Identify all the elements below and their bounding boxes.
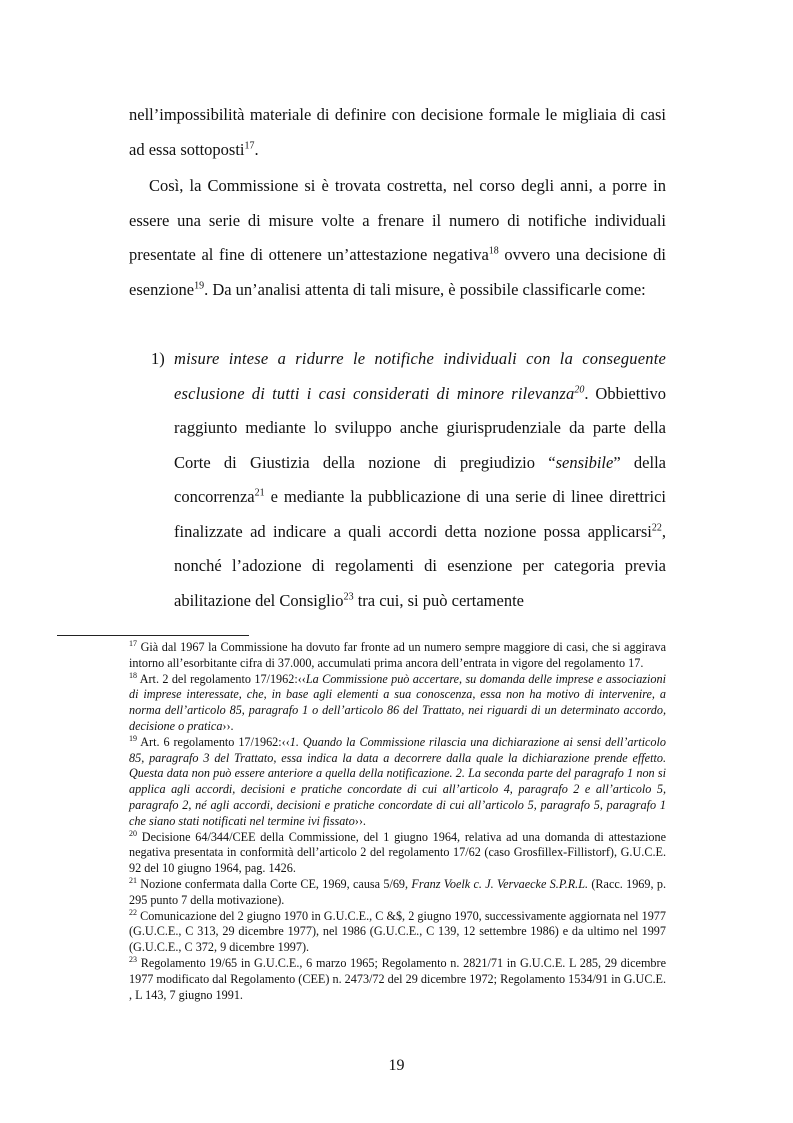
footnote-19 xyxy=(129,735,666,830)
footnote-number: 17 xyxy=(129,638,137,648)
list-text-5: tra cui, si può certamente xyxy=(353,590,524,610)
footnote-separator xyxy=(57,635,249,636)
p2-text-b: ovvero una decisione di esenzione xyxy=(129,245,666,299)
footnote-18 xyxy=(129,672,666,735)
footnote-text: Comunicazione del 2 giugno 1970 in G.U.C.E., C &$, 2 giugno 1970, successivamente aggiornata nel 1977 (G.U.C.E., C 313, 29 dicembre 1977), nel 1986 (G.U.C.E., C 139, 12 settembre 1986) e da ultimo nel 1997 (G.U.C.E., C 372, 9 dicembre 1997). xyxy=(129,908,666,955)
footnote-text: Già dal 1967 la Commissione ha dovuto far fronte ad un numero sempre maggiore di casi, che si aggirava intorno all’esorbitante cifra di 37.000, accumulati prima ancora dell’entrata in vigore del regolamento 17. xyxy=(129,640,666,670)
p2-text-a: Così, la Commissione si è trovata costretta, nel corso degli anni, a porre in essere una serie di misure volte a frenare il numero di notifiche individuali presentate al fine di ottenere un’attestazione negativa xyxy=(129,176,666,264)
footnote-number: 22 xyxy=(129,907,137,917)
footnote-text: Art. 6 regolamento 17/1962:‹‹ xyxy=(137,734,290,749)
footnote-quote: La Commissione può accertare, su domanda delle imprese e associazioni di imprese interessate, che, in base agli elementi a sua conoscenza, essa non ha motivo di intervenire, a norma dell’articolo 85, paragrafo 1 o dell’articolo 86 del Trattato, nei riguardi di un determinato accordo, decisione o pratica xyxy=(129,671,666,733)
footnote-17 xyxy=(129,640,666,672)
list-item-1 xyxy=(129,342,666,618)
footnote-text: ››. xyxy=(222,718,234,733)
footnote-ref-20[interactable]: 20 xyxy=(574,384,585,395)
list-text-2: ” della concorrenza xyxy=(174,452,666,506)
footnote-23 xyxy=(129,956,666,1003)
footnote-number: 21 xyxy=(129,875,137,885)
footnote-20 xyxy=(129,830,666,877)
body-paragraph-2 xyxy=(129,169,666,307)
footnote-text: Art. 2 del regolamento 17/1962:‹‹ xyxy=(137,671,306,686)
footnote-number: 18 xyxy=(129,670,137,680)
list-sensibile: sensibile xyxy=(555,452,614,472)
footnote-quote: 1. Quando la Commissione rilascia una dichiarazione ai sensi dell’articolo 85, paragrafo 3 del Trattato, essa indica la data a decorrere dalla quale la dichiarazione prende effetto. Questa data non può essere anteriore a quella della notificazione. 2. La seconda parte del paragrafo 1 non si applica agli accordi, decisioni e pratiche concordate di cui all’articolo 4, paragrafo 2 e all’articolo 5, paragrafo 2, né agli accordi, decisioni e pratiche concordate di cui all’articolo 5, paragrafo 5, paragrafo 1 che siano stati notificati nel termine ivi fissato xyxy=(129,734,666,828)
footnote-ref-19[interactable]: 19 xyxy=(194,280,205,291)
footnote-ref-22[interactable]: 22 xyxy=(651,522,662,533)
footnote-text: (Racc. 1969, p. 295 punto 7 della motivazione). xyxy=(129,876,666,907)
footnote-text: ››. xyxy=(354,813,366,828)
footnotes xyxy=(129,640,666,1003)
list-item-text xyxy=(174,342,666,618)
footnote-ref-17[interactable]: 17 xyxy=(244,140,255,151)
list-text-3: e mediante la pubblicazione di una serie di linee direttrici finalizzate ad indicare a quali accordi detta nozione possa applicarsi xyxy=(174,487,666,541)
footnote-ref-23[interactable]: 23 xyxy=(343,591,354,602)
footnote-number: 20 xyxy=(129,828,137,838)
footnote-text: Regolamento 19/65 in G.U.C.E., 6 marzo 1965; Regolamento n. 2821/71 in G.U.C.E. L 285, 29 dicembre 1977 modificato dal Regolamento (CEE) n. 2473/72 del 29 dicembre 1972; Regolamento 1534/91 in G.UC.E. , L 143, 7 giugno 1991. xyxy=(129,955,666,1002)
footnote-text: Decisione 64/344/CEE della Commissione, del 1 giugno 1964, relativa ad una domanda di attestazione negativa presentata in conformità dell’articolo 2 del regolamento 17/62 (caso Grosfillex-Fillistorf), G.U.C.E. 92 del 10 giugno 1964, pag. 1426. xyxy=(129,829,666,876)
footnote-ref-18[interactable]: 18 xyxy=(488,245,499,257)
body-paragraph-1 xyxy=(129,98,666,167)
footnote-ref-21[interactable]: 21 xyxy=(254,487,265,499)
footnote-21 xyxy=(129,877,666,909)
p1-text: nell’impossibilità materiale di definire con decisione formale le migliaia di casi ad essa sottoposti xyxy=(129,105,666,159)
page-number: 19 xyxy=(388,1057,405,1074)
footnote-case-name: Franz Voelk c. J. Vervaecke S.P.R.L. xyxy=(411,876,589,891)
p2-text-c: . Da un’analisi attenta di tali misure, è possibile classificarle come: xyxy=(204,279,646,299)
footnote-22 xyxy=(129,909,666,956)
p1-tail: . xyxy=(254,139,259,159)
footnote-number: 19 xyxy=(129,733,137,743)
list-text-4: , nonché l’adozione di regolamenti di esenzione per categoria previa abilitazione del Consiglio xyxy=(174,521,666,610)
list-number: 1) xyxy=(151,349,165,368)
list-italic-text: misure intese a ridurre le notifiche individuali con la conseguente esclusione di tutti i casi considerati di minore rilevanza xyxy=(174,349,666,403)
list-text-1: . Obbiettivo raggiunto mediante lo sviluppo anche giurisprudenziale da parte della Corte di Giustizia della nozione di pregiudizio “ xyxy=(174,383,666,472)
footnote-text: Nozione confermata dalla Corte CE, 1969, causa 5/69, xyxy=(137,876,412,891)
footnote-number: 23 xyxy=(129,954,137,964)
